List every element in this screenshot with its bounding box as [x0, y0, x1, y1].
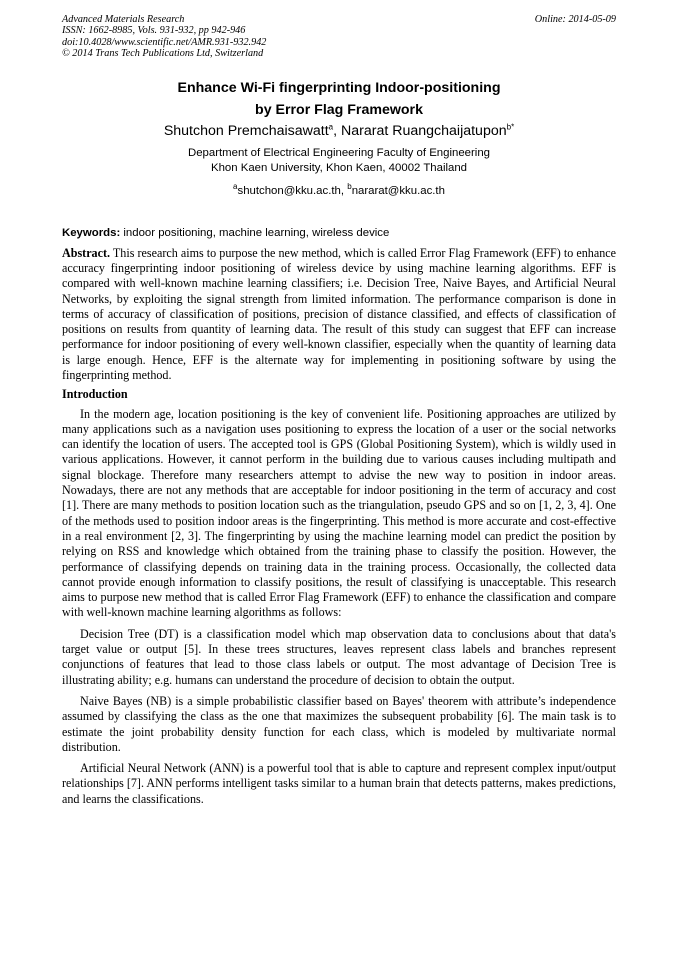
keywords — [62, 226, 616, 241]
intro-paragraph-dt: Decision Tree (DT) is a classification model which map observation data to conclusions about that data's target value or output [5]. In these trees structures, leaves represent class labels and branches represent conjunctions of features that lead to those class labels or output. The most advantage of Decision Tree is illustrating ability; e.g. humans can understand the procedure of decision to obtain the output. — [62, 626, 616, 687]
email-1: shutchon@kku.ac.th — [237, 184, 341, 197]
journal-header — [62, 14, 616, 60]
paper-title — [62, 77, 616, 121]
title-line-1: Enhance Wi-Fi fingerprinting Indoor-positioning — [177, 79, 501, 96]
author-emails — [62, 181, 616, 199]
email-separator: , — [340, 184, 348, 197]
intro-paragraph-ann: Artificial Neural Network (ANN) is a powerful tool that is able to capture and represent complex input/output relationships [7]. ANN performs intelligent tasks similar to a human brain that detects patterns, makes predictions, and learns the classifications. — [62, 761, 616, 806]
journal-name: Advanced Materials Research — [62, 14, 185, 25]
doi-line: doi:10.4028/www.scientific.net/AMR.931-932.942 — [62, 36, 267, 48]
author-2: Nararat Ruangchaijatupon — [340, 122, 507, 139]
author-list — [62, 122, 616, 140]
issn-line: ISSN: 1662-8985, Vols. 931-932, pp 942-946 — [62, 25, 246, 37]
abstract-text: This research aims to purpose the new method, which is called Error Flag Framework (EFF) to enhance accuracy fingerprinting indoor positioning of wireless device by using machine learning algorithms. EFF is compared with well-known machine learning classifiers; i.e. Decision Tree, Naive Bayes, and Artificial Neural Networks, by exploiting the signal strength from limited information. The performance comparison is done in terms of accuracy of classification of positions, precision of distance classified, and effects of classification of positions on results from quantity of learning data. The result of this study can suggest that EFF can increase performance for indoor positioning of every well-known classifier, especially when the quantity of learning data is large enough. Hence, EFF is the alternate way for implementing in positioning software by using the fingerprinting method. — [62, 245, 616, 382]
email-2: nararat@kku.ac.th — [351, 184, 445, 197]
abstract-label: Abstract. — [62, 245, 111, 260]
keywords-text: indoor positioning, machine learning, wireless device — [120, 226, 390, 239]
abstract — [62, 246, 616, 384]
email-1-mark: a — [233, 181, 238, 191]
email-2-mark: b — [347, 181, 352, 191]
intro-paragraph-nb: Naive Bayes (NB) is a simple probabilistic classifier based on Bayes' theorem with attribute’s independence assumed by classifying the class as the one that maximizes the subsequent probability [6]. The main task is to estimate the joint probability density function for each class, which is modeled by multivariate normal distribution. — [62, 693, 616, 754]
author-separator: , — [333, 122, 341, 139]
title-line-2: by Error Flag Framework — [255, 101, 423, 118]
online-date: Online: 2014-05-09 — [534, 14, 616, 25]
affiliation — [62, 146, 616, 176]
author-1: Shutchon Premchaisawatt — [163, 122, 329, 139]
affiliation-line-2: Khon Kaen University, Khon Kaen, 40002 Thailand — [210, 161, 468, 174]
author-2-mark: b* — [506, 121, 515, 131]
author-1-mark: a — [328, 121, 334, 131]
affiliation-line-1: Department of Electrical Engineering Faculty of Engineering — [187, 146, 490, 159]
keywords-label: Keywords: — [62, 226, 121, 239]
introduction-heading: Introduction — [62, 387, 128, 402]
copyright-line: © 2014 Trans Tech Publications Ltd, Switzerland — [62, 48, 264, 60]
paper-page — [62, 14, 616, 807]
intro-paragraph-1: In the modern age, location positioning is the key of convenient life. Positioning approaches are utilized by many applications such as a navigation uses positioning to express the location of a user or the social networks can identify the location of users. The accepted tool is GPS (Global Positioning System), which is wildly used in various applications. However, it cannot perform in the building due to various causes including multipath and signal blockage. Therefore many researchers attempt to advise the new way to position in indoor areas. Nowadays, there are not any methods that are acceptable for indoor positioning in the term of accuracy and cost [1]. There are many methods to position location such as the triangulation, pseudo GPS and so on [1, 2, 3, 4]. One of the methods used to position indoor areas is the fingerprinting. This method is more accurate and cost-effective in a real environment [2, 3]. The fingerprinting by using the machine learning model can predict the position by relying on RSS and knowledge which obtained from the training phase to classify the position. However, the performance of classifying depends on training data in the training process. Occasionally, the collected data cannot provide enough information to classify positions, the result of classifying is unacceptable. This research aims to purpose new method that is called Error Flag Framework (EFF) to enhance the classification and compare with well-known machine learning algorithms as follows: — [62, 406, 616, 620]
